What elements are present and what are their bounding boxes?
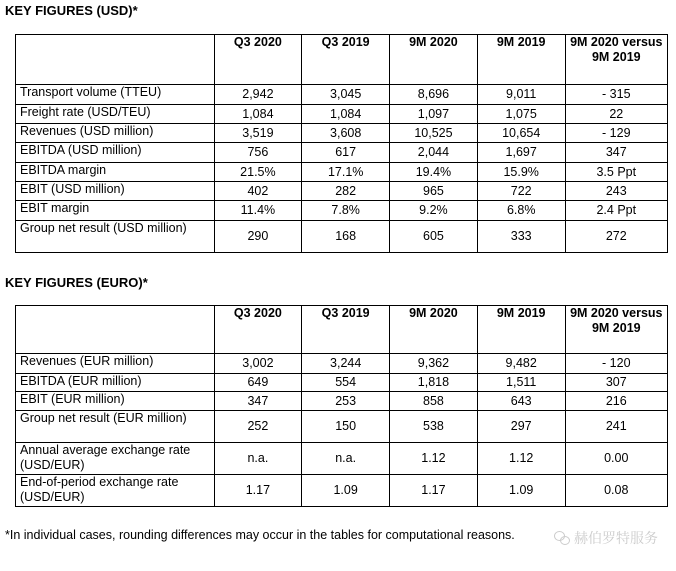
- eur-cell-value: 3,002: [214, 354, 302, 374]
- eur-cell-value: 0.08: [565, 475, 667, 507]
- usd-table-row: [16, 124, 668, 143]
- usd-cell-value: 965: [390, 182, 478, 201]
- usd-cell-value: 2,044: [390, 143, 478, 163]
- eur-cell-value: 1,818: [390, 374, 478, 392]
- eur-cell-value: 297: [477, 411, 565, 443]
- usd-table-row: [16, 163, 668, 182]
- eur-header-9m-2019: 9M 2019: [477, 306, 565, 354]
- usd-cell-value: 22: [565, 105, 667, 124]
- eur-cell-value: 216: [565, 392, 667, 411]
- usd-header-versus: 9M 2020 versus 9M 2019: [565, 35, 667, 85]
- eur-row-label: EBITDA (EUR million): [16, 374, 215, 392]
- usd-row-label: EBIT margin: [16, 201, 215, 221]
- eur-cell-value: 1.09: [477, 475, 565, 507]
- usd-cell-value: 1,084: [214, 105, 302, 124]
- eur-cell-value: n.a.: [302, 443, 390, 475]
- eur-cell-value: 1.12: [477, 443, 565, 475]
- usd-row-label: Freight rate (USD/TEU): [16, 105, 215, 124]
- usd-row-label: Transport volume (TTEU): [16, 85, 215, 105]
- footnote: *In individual cases, rounding differences may occur in the tables for computational reasons.: [5, 528, 515, 542]
- eur-cell-value: 554: [302, 374, 390, 392]
- watermark-text: 赫伯罗特服务: [574, 530, 658, 546]
- eur-cell-value: - 120: [565, 354, 667, 374]
- usd-table-row: [16, 143, 668, 163]
- usd-cell-value: 9,011: [477, 85, 565, 105]
- eur-header-q3-2019: Q3 2019: [302, 306, 390, 354]
- eur-cell-value: 347: [214, 392, 302, 411]
- eur-cell-value: 858: [390, 392, 478, 411]
- usd-header-row: [16, 35, 668, 85]
- eur-cell-value: 1.12: [390, 443, 478, 475]
- usd-header-blank: [16, 35, 215, 85]
- usd-header-9m-2020: 9M 2020: [390, 35, 478, 85]
- eur-row-label: EBIT (EUR million): [16, 392, 215, 411]
- eur-table-row: [16, 411, 668, 443]
- usd-row-label: EBITDA margin: [16, 163, 215, 182]
- eur-header-blank: [16, 306, 215, 354]
- usd-cell-value: 605: [390, 221, 478, 253]
- eur-section-title: KEY FIGURES (EURO)*: [5, 275, 148, 290]
- usd-section-title: KEY FIGURES (USD)*: [5, 3, 138, 18]
- usd-cell-value: - 129: [565, 124, 667, 143]
- usd-cell-value: 19.4%: [390, 163, 478, 182]
- usd-cell-value: 3,608: [302, 124, 390, 143]
- usd-header-q3-2020: Q3 2020: [214, 35, 302, 85]
- usd-cell-value: 2.4 Ppt: [565, 201, 667, 221]
- usd-cell-value: 282: [302, 182, 390, 201]
- usd-row-label: EBIT (USD million): [16, 182, 215, 201]
- eur-cell-value: n.a.: [214, 443, 302, 475]
- eur-row-label: Annual average exchange rate (USD/EUR): [16, 443, 215, 475]
- watermark: [554, 528, 658, 548]
- usd-cell-value: 9.2%: [390, 201, 478, 221]
- eur-row-label: Group net result (EUR million): [16, 411, 215, 443]
- usd-cell-value: 2,942: [214, 85, 302, 105]
- usd-cell-value: 756: [214, 143, 302, 163]
- usd-cell-value: 3,045: [302, 85, 390, 105]
- usd-cell-value: 402: [214, 182, 302, 201]
- eur-cell-value: 0.00: [565, 443, 667, 475]
- eur-cell-value: 1,511: [477, 374, 565, 392]
- usd-cell-value: 243: [565, 182, 667, 201]
- usd-cell-value: 1,697: [477, 143, 565, 163]
- eur-cell-value: 241: [565, 411, 667, 443]
- eur-cell-value: 150: [302, 411, 390, 443]
- eur-cell-value: 538: [390, 411, 478, 443]
- eur-row-label: Revenues (EUR million): [16, 354, 215, 374]
- usd-cell-value: 1,075: [477, 105, 565, 124]
- eur-cell-value: 9,362: [390, 354, 478, 374]
- eur-table-row: [16, 354, 668, 374]
- usd-row-label: EBITDA (USD million): [16, 143, 215, 163]
- eur-cell-value: 9,482: [477, 354, 565, 374]
- eur-cell-value: 252: [214, 411, 302, 443]
- usd-cell-value: 15.9%: [477, 163, 565, 182]
- eur-table-row: [16, 443, 668, 475]
- usd-cell-value: 3,519: [214, 124, 302, 143]
- usd-cell-value: 617: [302, 143, 390, 163]
- usd-table-row: [16, 85, 668, 105]
- eur-header-versus: 9M 2020 versus 9M 2019: [565, 306, 667, 354]
- usd-cell-value: 333: [477, 221, 565, 253]
- usd-cell-value: 8,696: [390, 85, 478, 105]
- usd-cell-value: 17.1%: [302, 163, 390, 182]
- usd-table-row: [16, 201, 668, 221]
- usd-header-9m-2019: 9M 2019: [477, 35, 565, 85]
- usd-cell-value: 168: [302, 221, 390, 253]
- usd-cell-value: 1,097: [390, 105, 478, 124]
- eur-header-row: [16, 306, 668, 354]
- usd-cell-value: - 315: [565, 85, 667, 105]
- eur-cell-value: 643: [477, 392, 565, 411]
- eur-cell-value: 253: [302, 392, 390, 411]
- usd-cell-value: 10,654: [477, 124, 565, 143]
- eur-cell-value: 1.09: [302, 475, 390, 507]
- eur-table-row: [16, 392, 668, 411]
- usd-cell-value: 1,084: [302, 105, 390, 124]
- wechat-icon: [554, 531, 570, 545]
- eur-key-figures-table: [15, 305, 668, 507]
- usd-cell-value: 6.8%: [477, 201, 565, 221]
- eur-cell-value: 649: [214, 374, 302, 392]
- eur-cell-value: 1.17: [390, 475, 478, 507]
- usd-cell-value: 347: [565, 143, 667, 163]
- usd-cell-value: 7.8%: [302, 201, 390, 221]
- usd-cell-value: 290: [214, 221, 302, 253]
- usd-table-row: [16, 221, 668, 253]
- eur-table-row: [16, 475, 668, 507]
- usd-cell-value: 272: [565, 221, 667, 253]
- usd-cell-value: 11.4%: [214, 201, 302, 221]
- usd-header-q3-2019: Q3 2019: [302, 35, 390, 85]
- usd-table-row: [16, 182, 668, 201]
- usd-table-row: [16, 105, 668, 124]
- eur-cell-value: 1.17: [214, 475, 302, 507]
- eur-header-9m-2020: 9M 2020: [390, 306, 478, 354]
- usd-cell-value: 3.5 Ppt: [565, 163, 667, 182]
- usd-cell-value: 10,525: [390, 124, 478, 143]
- usd-row-label: Revenues (USD million): [16, 124, 215, 143]
- eur-cell-value: 307: [565, 374, 667, 392]
- eur-row-label: End-of-period exchange rate (USD/EUR): [16, 475, 215, 507]
- usd-cell-value: 722: [477, 182, 565, 201]
- usd-cell-value: 21.5%: [214, 163, 302, 182]
- eur-table-row: [16, 374, 668, 392]
- eur-cell-value: 3,244: [302, 354, 390, 374]
- usd-key-figures-table: [15, 34, 668, 253]
- usd-row-label: Group net result (USD million): [16, 221, 215, 253]
- eur-header-q3-2020: Q3 2020: [214, 306, 302, 354]
